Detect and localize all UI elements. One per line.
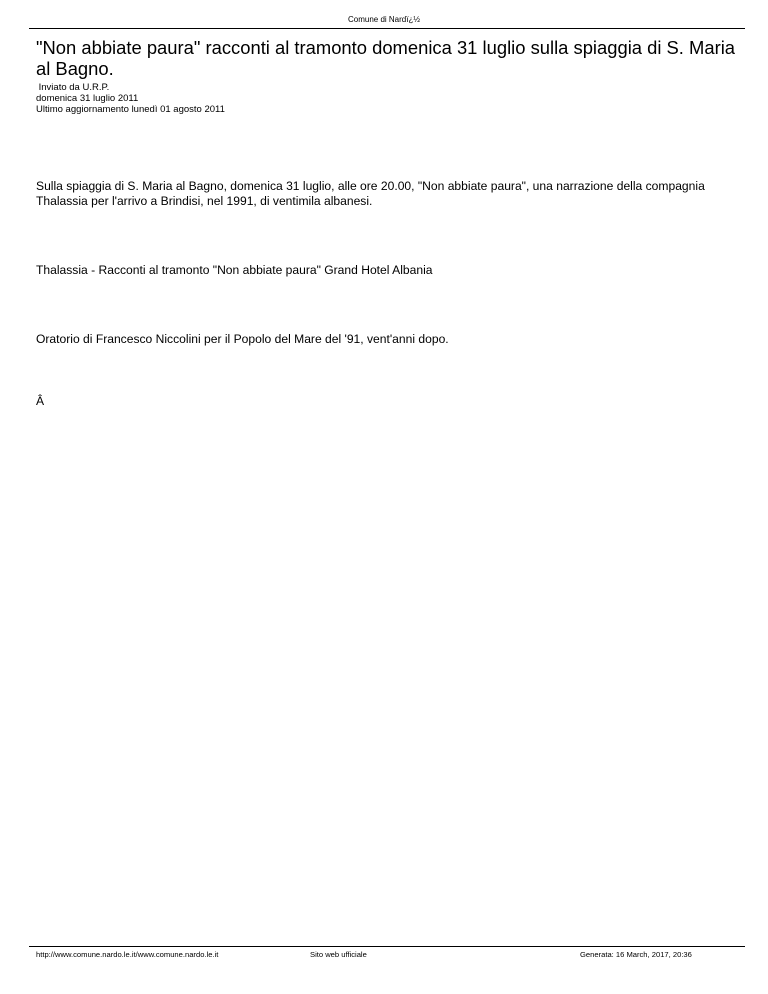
header-divider	[29, 28, 745, 29]
article-paragraph-intro: Sulla spiaggia di S. Maria al Bagno, domenica 31 luglio, alle ore 20.00, "Non abbiate paura", una narrazione della compagnia Thalassia per l'arrivo a Brindisi, nel 1991, di ventimila albanesi.	[36, 179, 705, 208]
footer-generated-date: Generata: 16 March, 2017, 20:36	[580, 950, 692, 959]
article-author: Inviato da U.R.P.	[36, 82, 110, 93]
article-meta	[36, 82, 225, 115]
footer-url: http://www.comune.nardo.le.it/www.comune.nardo.le.it	[36, 950, 219, 959]
article-date: domenica 31 luglio 2011	[36, 93, 139, 104]
article-last-updated: Ultimo aggiornamento lunedì 01 agosto 2011	[36, 104, 225, 115]
article-paragraph-event-title: Thalassia - Racconti al tramonto "Non abbiate paura" Grand Hotel Albania	[36, 263, 433, 277]
article-paragraph-stray-char: Â	[36, 394, 45, 408]
article-paragraph-oratorio: Oratorio di Francesco Niccolini per il Popolo del Mare del '91, vent'anni dopo.	[36, 332, 449, 346]
footer-site-label: Sito web ufficiale	[310, 950, 367, 959]
page-header-site-name: Comune di Nardï¿½	[347, 15, 421, 24]
footer-divider	[29, 946, 745, 947]
article-title: "Non abbiate paura" racconti al tramonto domenica 31 luglio sulla spiaggia di S. Maria al Bagno.	[36, 37, 736, 79]
